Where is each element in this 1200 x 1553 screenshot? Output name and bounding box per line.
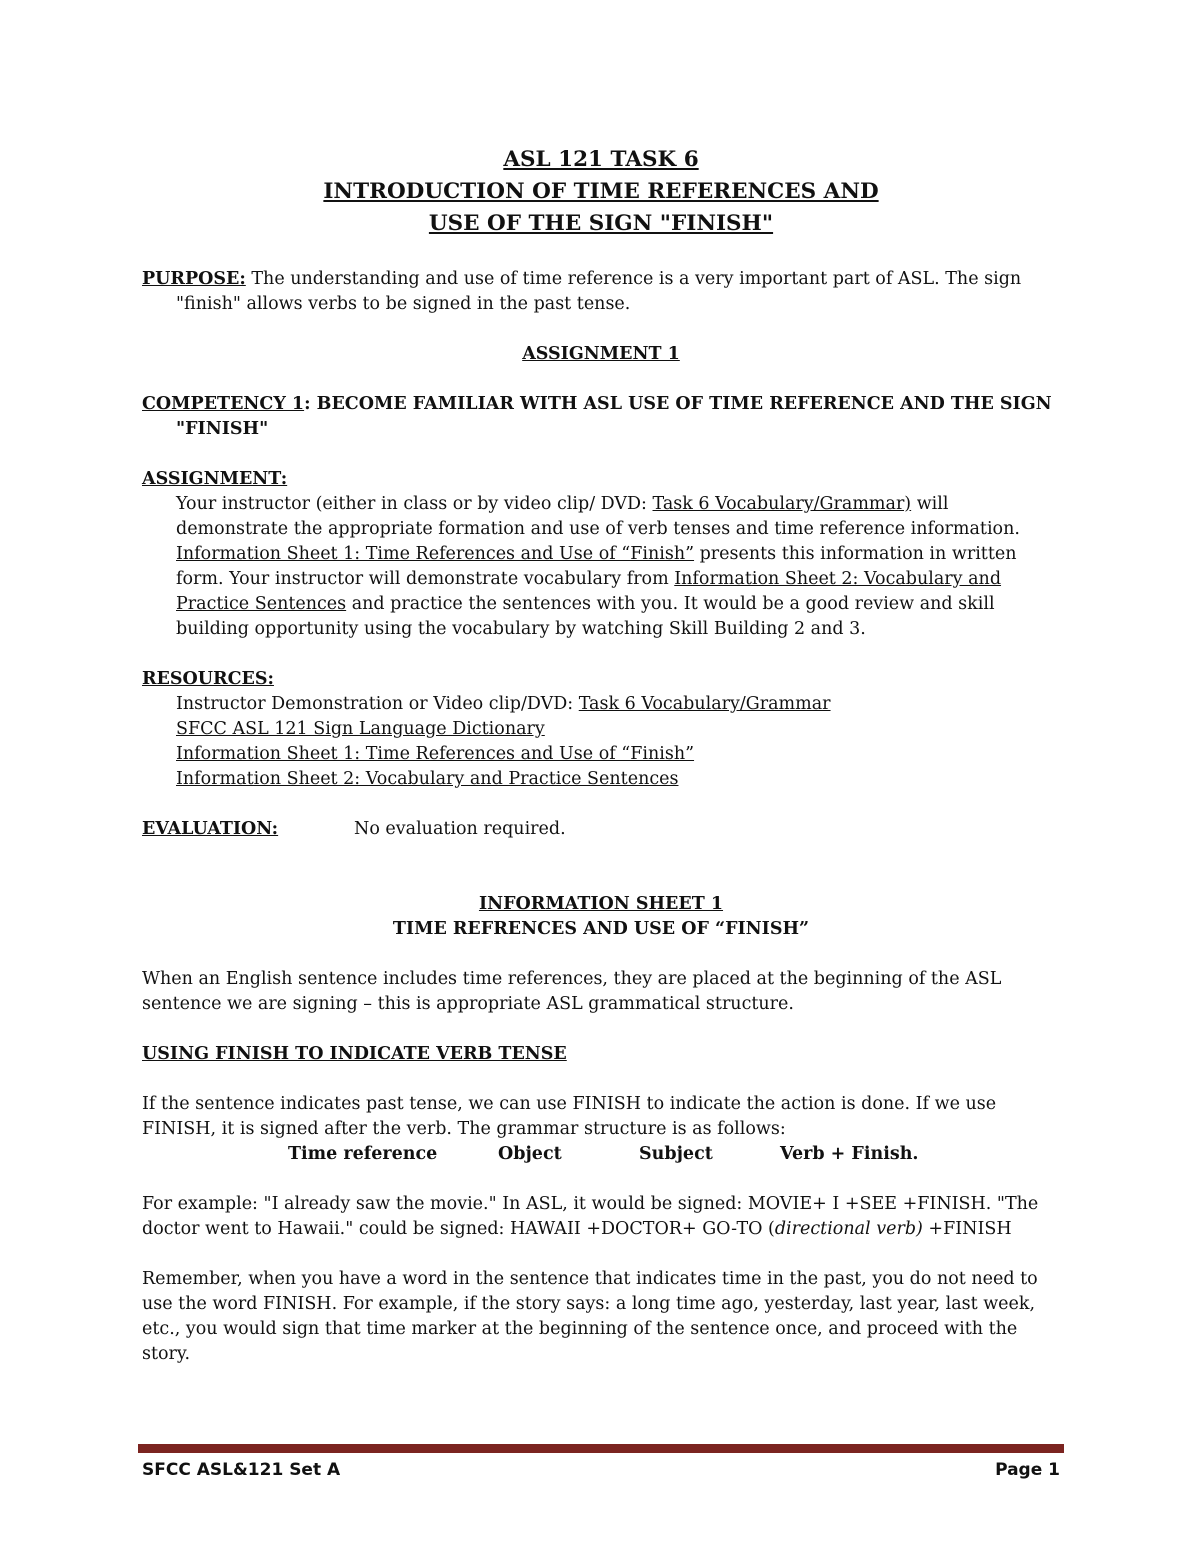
competency-paragraph [142, 392, 1060, 442]
evaluation-label: EVALUATION: [142, 819, 279, 839]
grammar-structure-row [142, 1142, 1060, 1167]
assignment-label: ASSIGNMENT: [142, 469, 288, 489]
resource-item-1 [176, 692, 1060, 717]
info-paragraph-2: If the sentence indicates past tense, we can use FINISH to indicate the action is done. If we use FINISH, it is signed after the verb. The grammar structure is as follows: [142, 1094, 997, 1139]
competency-text: : BECOME FAMILIAR WITH ASL USE OF TIME REFERENCE AND THE SIGN "FINISH" [176, 394, 1052, 439]
document-title-line-3: USE OF THE SIGN "FINISH" [428, 211, 774, 236]
assignment-link-info-sheet-1: Information Sheet 1: Time References and Use of “Finish” [176, 544, 695, 564]
footer-divider [138, 1444, 1064, 1453]
resource-item-1-link: Task 6 Vocabulary/Grammar [578, 694, 831, 714]
document-page [142, 0, 1060, 1367]
footer-course-label: SFCC ASL&121 Set A [142, 1460, 341, 1480]
assignment-text-4: and practice the sentences with you. It would be a good review and skill building opportunity using the vocabulary by watching Skill Building 2 and 3. [176, 594, 995, 639]
footer-page-number: Page 1 [995, 1460, 1060, 1480]
document-title-line-1: ASL 121 TASK 6 [503, 147, 699, 172]
resources-label: RESOURCES: [142, 669, 274, 689]
resource-item-1-prefix: Instructor Demonstration or Video clip/DVD: [176, 694, 579, 714]
info-paragraph-3 [142, 1192, 1060, 1242]
assignment-text-1: Your instructor (either in class or by video clip/ DVD: [176, 494, 653, 514]
info-paragraph-4: Remember, when you have a word in the sentence that indicates time in the past, you do not need to use the word FINISH. For example, if the story says: a long time ago, yesterday, last year, last week, etc., you would sign that time marker at the beginning of the sentence once, and proceed with the story. [142, 1269, 1038, 1364]
resource-item-2: SFCC ASL 121 Sign Language Dictionary [176, 719, 545, 739]
resources-list [142, 692, 1060, 792]
info-sheet-heading: INFORMATION SHEET 1 [478, 894, 724, 914]
competency-label: COMPETENCY 1 [142, 394, 305, 414]
purpose-label: PURPOSE: [142, 269, 246, 289]
assignment-1-heading: ASSIGNMENT 1 [522, 344, 680, 364]
document-title-line-2: INTRODUCTION OF TIME REFERENCES AND [323, 179, 879, 204]
assignment-text-3: presents this information in written form. Your instructor will demonstrate vocabulary from [176, 544, 1017, 589]
assignment-link-info-sheet-2: Information Sheet 2: Vocabulary and Practice Sentences [176, 569, 1002, 614]
info-paragraph-3-emphasis: directional verb) [774, 1219, 923, 1239]
assignment-text-2: will demonstrate the appropriate formation and use of verb tenses and time reference information. [176, 494, 1020, 539]
assignment-paragraph [142, 492, 1060, 642]
info-paragraph-3-text-b: +FINISH [922, 1219, 1012, 1239]
resource-item-4: Information Sheet 2: Vocabulary and Practice Sentences [176, 769, 679, 789]
grammar-item-subject: Subject [639, 1144, 713, 1164]
grammar-item-time-reference: Time reference [288, 1144, 438, 1164]
grammar-item-object: Object [498, 1144, 562, 1164]
grammar-item-verb-finish: Verb + Finish. [780, 1144, 919, 1164]
info-paragraph-3-text-a: For example: "I already saw the movie." In ASL, it would be signed: MOVIE+ I +SEE +FINISH. "The doctor went to Hawaii." could be signed: HAWAII +DOCTOR+ GO-TO ( [142, 1194, 1039, 1239]
info-paragraph-1: When an English sentence includes time references, they are placed at the beginning of the ASL sentence we are signing – this is appropriate ASL grammatical structure. [142, 969, 1002, 1014]
info-sheet-subheading: TIME REFRENCES AND USE OF “FINISH” [392, 919, 810, 939]
evaluation-row [142, 817, 1060, 842]
evaluation-text: No evaluation required. [354, 819, 566, 839]
purpose-paragraph [142, 267, 1060, 317]
section-heading-using-finish: USING FINISH TO INDICATE VERB TENSE [142, 1044, 567, 1064]
assignment-link-vocab-grammar: Task 6 Vocabulary/Grammar) [652, 494, 912, 514]
purpose-text: The understanding and use of time reference is a very important part of ASL. The sign "finish" allows verbs to be signed in the past tense. [176, 269, 1022, 314]
resource-item-3: Information Sheet 1: Time References and Use of “Finish” [176, 744, 695, 764]
